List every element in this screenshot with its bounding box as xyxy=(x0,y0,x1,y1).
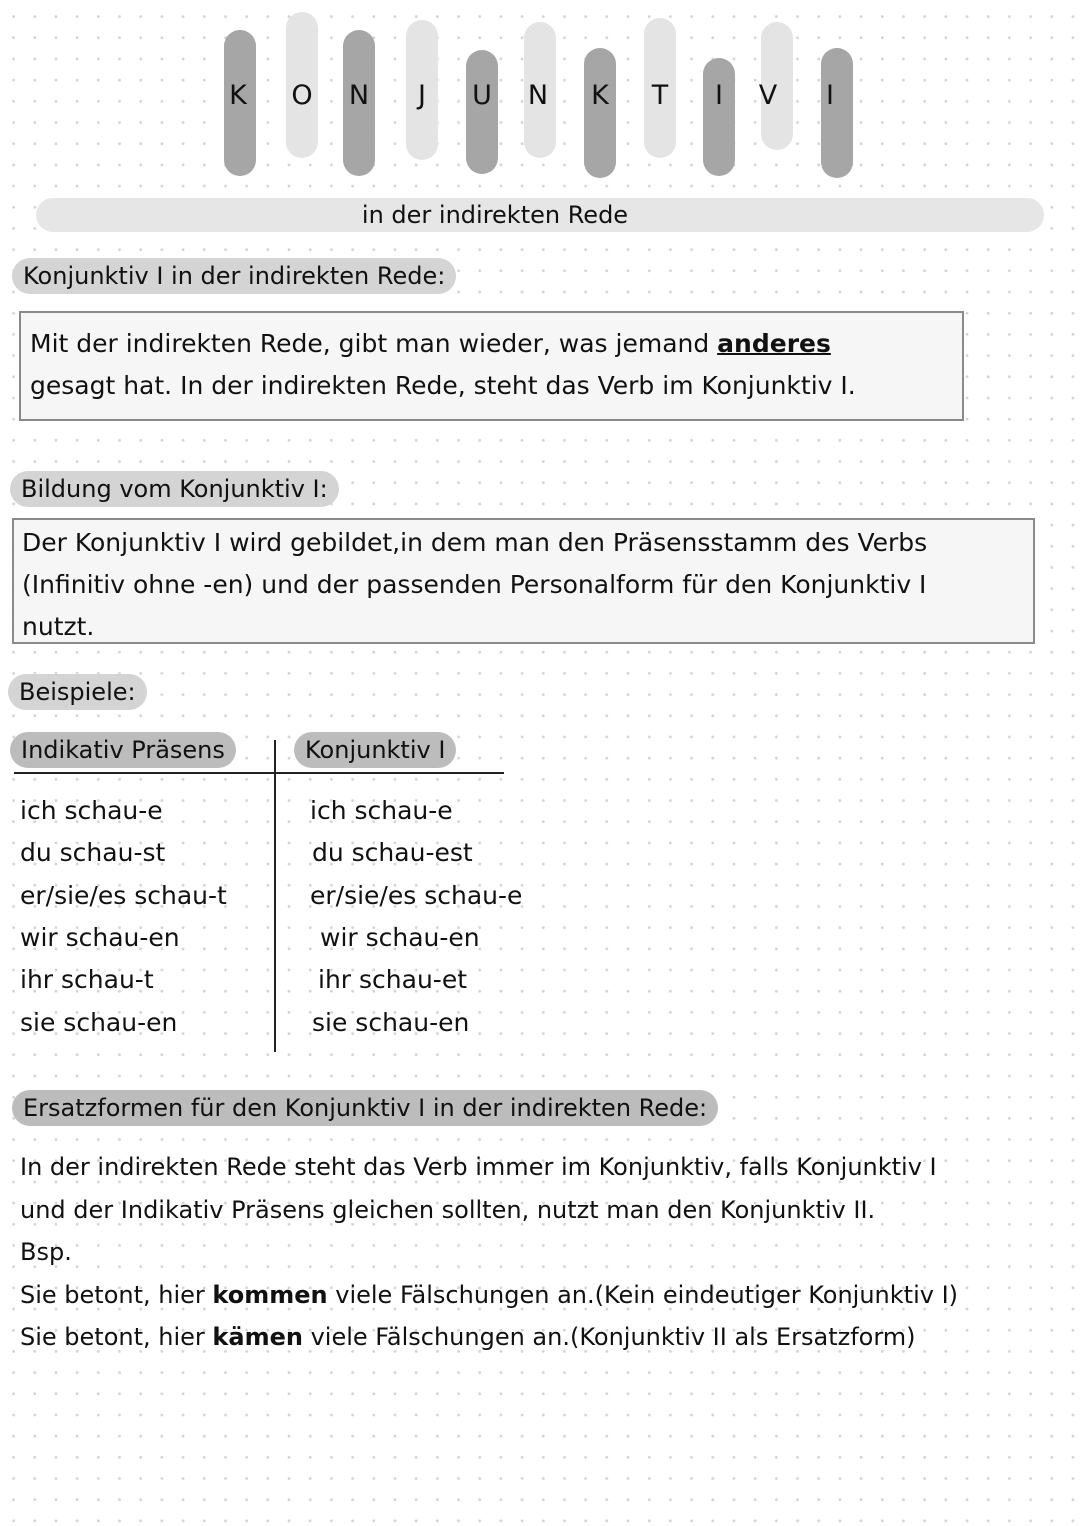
definition-line-1 xyxy=(30,323,962,365)
column-header-subjunctive: Konjunktiv I xyxy=(294,732,456,768)
title-bar xyxy=(821,48,853,178)
emphasis-word: anderes xyxy=(717,329,831,358)
paragraph-line: und der Indikativ Präsens gleichen sollten, nutzt man den Konjunktiv II. xyxy=(20,1195,876,1224)
section-heading-formation: Bildung vom Konjunktiv I: xyxy=(10,471,339,507)
title-letter: K xyxy=(229,80,247,111)
title-letter: J xyxy=(418,80,426,111)
example-sentence-1 xyxy=(20,1274,958,1317)
table-cell: ich schau-e xyxy=(20,796,163,825)
table-cell: du schau-est xyxy=(312,838,473,867)
table-cell: sie schau-en xyxy=(312,1008,470,1037)
column-header-indicative: Indikativ Präsens xyxy=(10,732,236,768)
title-letter: K xyxy=(591,80,609,111)
table-column-divider xyxy=(274,740,276,1052)
table-header-rule xyxy=(14,772,504,774)
table-cell: ich schau-e xyxy=(310,796,453,825)
example-text: Sie betont, hier xyxy=(20,1280,213,1309)
title-letter: O xyxy=(291,80,313,111)
title-letter: I xyxy=(826,80,834,111)
example-verb-subjunctive: kämen xyxy=(212,1323,303,1351)
definition-line-2: gesagt hat. In der indirekten Rede, steht das Verb im Konjunktiv I. xyxy=(30,371,856,400)
paragraph-line: In der indirekten Rede steht das Verb immer im Konjunktiv, falls Konjunktiv I xyxy=(20,1153,937,1181)
table-cell: ihr schau-et xyxy=(318,965,467,994)
definition-box xyxy=(19,311,964,421)
title-bar xyxy=(703,58,735,176)
definition-text: Mit der indirekten Rede, gibt man wieder, was jemand xyxy=(30,329,718,358)
title-letter: N xyxy=(348,80,370,111)
section-heading-indirect-speech: Konjunktiv I in der indirekten Rede: xyxy=(12,258,456,294)
example-text: viele Fälschungen an.(Konjunktiv II als Ersatzform) xyxy=(302,1323,916,1351)
formation-line: Der Konjunktiv I wird gebildet,in dem man den Präsensstamm des Verbs xyxy=(22,528,928,557)
table-cell: er/sie/es schau-e xyxy=(310,881,523,910)
paragraph-line: Bsp. xyxy=(20,1238,72,1266)
table-cell: wir schau-en xyxy=(20,923,180,952)
example-text: Sie betont, hier xyxy=(20,1323,213,1351)
table-cell: ihr schau-t xyxy=(20,965,154,994)
section-heading-substitute-forms: Ersatzformen für den Konjunktiv I in der indirekten Rede: xyxy=(12,1090,718,1126)
example-text: viele Fälschungen an.(Kein eindeutiger Konjunktiv I) xyxy=(327,1280,959,1309)
title-letter: N xyxy=(527,80,549,111)
formation-box xyxy=(12,518,1035,644)
formation-line: (Infinitiv ohne -en) und der passenden Personalform für den Konjunktiv I xyxy=(22,570,927,599)
table-cell: wir schau-en xyxy=(320,923,480,952)
title-letter: U xyxy=(472,80,492,111)
table-cell: du schau-st xyxy=(20,838,166,867)
page-subtitle: in der indirekten Rede xyxy=(361,201,629,229)
formation-line: nutzt. xyxy=(22,612,95,641)
example-sentence-2 xyxy=(20,1316,958,1359)
title-bar xyxy=(584,48,616,178)
table-cell: sie schau-en xyxy=(20,1008,178,1037)
title-bar xyxy=(466,50,498,174)
substitute-forms-text xyxy=(20,1146,958,1359)
section-heading-examples: Beispiele: xyxy=(8,674,147,710)
title-letter: T xyxy=(651,80,669,111)
table-cell: er/sie/es schau-t xyxy=(20,881,227,910)
title-letter: I xyxy=(715,80,723,111)
example-verb-indicative: kommen xyxy=(212,1280,328,1309)
title-letter: V xyxy=(758,80,778,111)
